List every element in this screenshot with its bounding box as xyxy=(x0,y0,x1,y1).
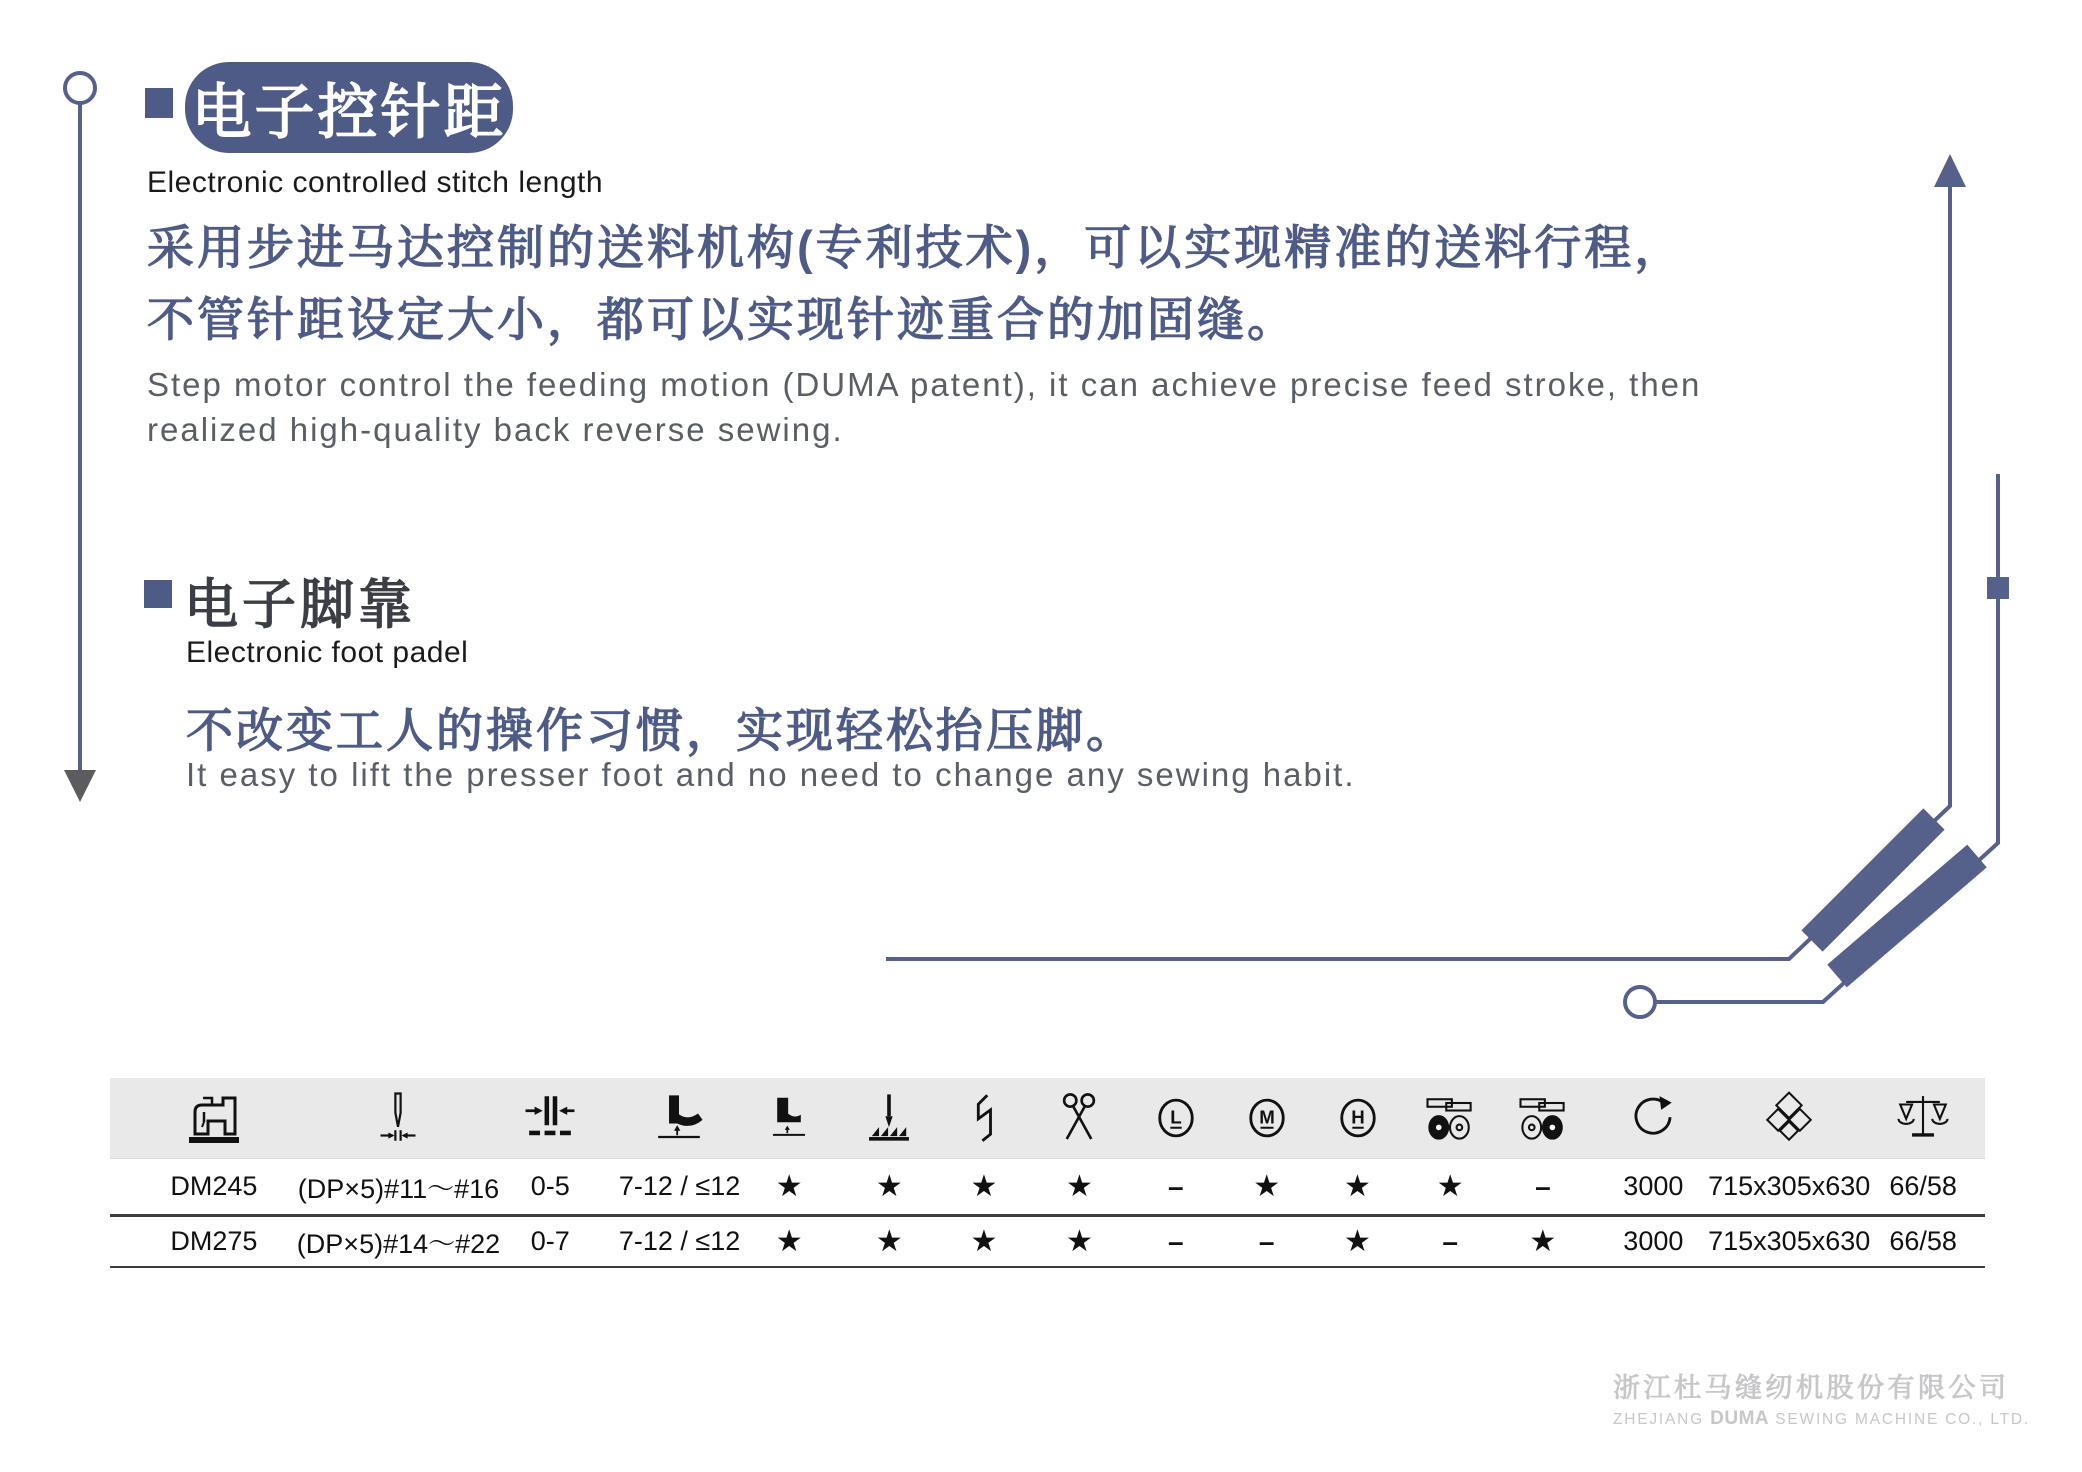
spec-table-header xyxy=(110,1078,1985,1159)
spec-cell-medium-material: – xyxy=(1258,1225,1275,1257)
spec-cell-presser-foot-lift: 7-12 / ≤12 xyxy=(618,1226,741,1256)
weight-icon xyxy=(1896,1091,1950,1145)
spec-cell-needle-size: (DP×5)#14～#22 xyxy=(296,1229,501,1259)
rail-bar-a xyxy=(1812,819,1934,941)
section1-en-line2: realized high-quality back reverse sewing. xyxy=(147,411,844,448)
section1-subtitle: Electronic controlled stitch length xyxy=(147,166,604,199)
section2-description-en: It easy to lift the presser foot and no need to change any sewing habit. xyxy=(186,756,1356,793)
section1-cn-line2: 不管针距设定大小，都可以实现针迹重合的加固缝。 xyxy=(147,293,1297,346)
sewing-machine-icon xyxy=(182,1086,246,1150)
medium-material-icon xyxy=(1241,1092,1293,1144)
light-material-icon xyxy=(1150,1092,1202,1144)
presser-foot-icon xyxy=(762,1091,816,1145)
spec-cell-light-material: – xyxy=(1168,1225,1184,1257)
section2-bullet-square xyxy=(144,580,172,608)
stitch-length-icon xyxy=(521,1089,579,1147)
section1-bullet-square xyxy=(145,88,173,118)
rail-square-marker xyxy=(1987,577,2009,599)
section1-description-en xyxy=(147,362,1701,452)
section2-title: 电子脚靠 xyxy=(184,575,416,635)
company-en-suffix: SEWING MACHINE CO., LTD. xyxy=(1769,1411,2030,1428)
presser-foot-lift-icon xyxy=(650,1089,708,1147)
section1-title: 电子控针距 xyxy=(191,78,507,146)
right-rail-line-b xyxy=(1656,474,1998,1002)
spec-cell-semi-lubrication: ★ xyxy=(1529,1225,1557,1258)
column-header-needle-feed xyxy=(841,1089,938,1147)
spec-cell-max-speed: 3000 xyxy=(1623,1171,1684,1201)
table-row-DM275 xyxy=(110,1217,1985,1268)
section1-cn-line1: 采用步进马达控制的送料机构(专利技术)，可以实现精准的送料行程， xyxy=(147,221,1685,274)
model-cell: DM275 xyxy=(170,1226,258,1256)
column-header-heavy-material xyxy=(1311,1092,1405,1144)
company-name-en xyxy=(1613,1408,2030,1430)
spec-cell-auto-lubrication: – xyxy=(1442,1225,1458,1257)
spec-cell-needle-feed: ★ xyxy=(875,1225,903,1258)
section1-description-cn xyxy=(147,212,1684,356)
column-header-max-speed xyxy=(1590,1092,1717,1144)
spec-cell-packing-size: 715x305x630 xyxy=(1708,1171,1871,1201)
spec-cell-needle-size: (DP×5)#11～#16 xyxy=(297,1174,500,1204)
column-header-semi-lubrication xyxy=(1496,1088,1590,1148)
spec-cell-presser-foot-lift: 7-12 / ≤12 xyxy=(618,1171,741,1201)
needle-feed-icon xyxy=(860,1089,918,1147)
section2-subtitle: Electronic foot padel xyxy=(186,636,469,669)
left-rail-circle xyxy=(65,73,95,103)
spec-cell-needle-bar: ★ xyxy=(970,1225,998,1258)
spec-cell-heavy-material: ★ xyxy=(1344,1170,1371,1203)
spec-cell-weight: 66/58 xyxy=(1889,1226,1957,1256)
section1-title-badge xyxy=(185,62,513,153)
spec-cell-packing-size: 715x305x630 xyxy=(1708,1226,1871,1256)
down-arrow-icon xyxy=(64,770,96,802)
table-row-DM245 xyxy=(110,1159,1985,1217)
column-header-model xyxy=(110,1086,318,1150)
spec-cell-light-material: – xyxy=(1168,1170,1184,1202)
section1-en-line1: Step motor control the feeding motion (DUMA patent), it can achieve precise feed stroke, then xyxy=(147,366,1702,403)
column-header-presser-foot xyxy=(738,1091,841,1145)
spec-cell-max-speed: 3000 xyxy=(1623,1226,1684,1256)
section2-description-cn: 不改变工人的操作习惯，实现轻松抬压脚。 xyxy=(186,704,1136,757)
thread-trimmer-icon xyxy=(1051,1090,1107,1146)
spec-cell-thread-trimming: ★ xyxy=(1065,1170,1093,1203)
needle-bar-icon xyxy=(958,1092,1010,1144)
column-header-needle-size xyxy=(318,1090,479,1146)
spec-cell-medium-material: ★ xyxy=(1253,1170,1281,1203)
spec-table-body xyxy=(110,1159,1985,1268)
svg-text:L: L xyxy=(1170,1106,1182,1128)
column-header-presser-foot-lift xyxy=(621,1089,737,1147)
rail-bar-b xyxy=(1837,856,1977,976)
heavy-material-icon xyxy=(1332,1092,1384,1144)
spec-cell-weight: 66/58 xyxy=(1889,1171,1957,1201)
duma-logo: DUMA xyxy=(1710,1408,1770,1429)
up-arrow-icon xyxy=(1934,154,1966,187)
spec-table xyxy=(110,1078,1985,1268)
column-header-packing-size xyxy=(1717,1089,1861,1147)
max-speed-icon xyxy=(1627,1092,1679,1144)
spec-cell-stitch-length: 0-7 xyxy=(530,1226,570,1256)
spec-cell-needle-bar: ★ xyxy=(970,1170,998,1203)
spec-cell-presser-foot: ★ xyxy=(775,1170,803,1203)
spec-cell-semi-lubrication: – xyxy=(1535,1170,1551,1202)
company-name-cn: 浙江杜马缝纫机股份有限公司 xyxy=(1612,1373,2010,1403)
column-header-weight xyxy=(1861,1091,1985,1145)
packing-icon xyxy=(1760,1089,1818,1147)
column-header-needle-bar xyxy=(938,1092,1030,1144)
company-footer xyxy=(1613,1366,2030,1430)
column-header-light-material xyxy=(1129,1092,1223,1144)
spec-cell-needle-feed: ★ xyxy=(875,1170,903,1203)
needle-size-icon xyxy=(370,1090,426,1146)
column-header-stitch-length xyxy=(479,1089,621,1147)
spec-cell-auto-lubrication: ★ xyxy=(1436,1170,1464,1203)
column-header-auto-lubrication xyxy=(1404,1088,1496,1148)
svg-text:M: M xyxy=(1258,1106,1275,1128)
spec-cell-heavy-material: ★ xyxy=(1344,1225,1371,1258)
right-rail-circle xyxy=(1625,987,1655,1017)
spec-cell-stitch-length: 0-5 xyxy=(530,1171,570,1201)
model-cell: DM245 xyxy=(170,1171,258,1201)
semi-lubrication-icon xyxy=(1513,1088,1573,1148)
svg-text:H: H xyxy=(1350,1106,1365,1128)
spec-cell-presser-foot: ★ xyxy=(775,1225,803,1258)
auto-lubrication-icon xyxy=(1420,1088,1480,1148)
column-header-medium-material xyxy=(1223,1092,1311,1144)
company-en-prefix: ZHEJIANG xyxy=(1612,1411,1711,1428)
column-header-thread-trimming xyxy=(1030,1090,1129,1146)
spec-cell-thread-trimming: ★ xyxy=(1065,1225,1093,1258)
